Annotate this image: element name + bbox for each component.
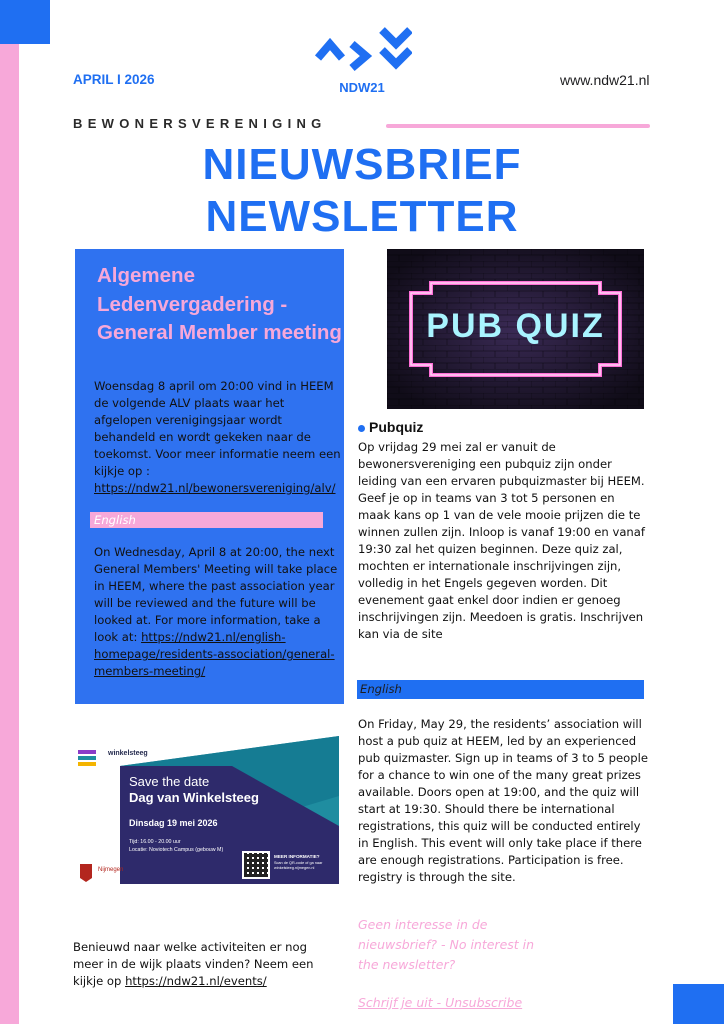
association-label: BEWONERSVERENIGING xyxy=(73,116,327,131)
side-accent-bar xyxy=(0,44,19,1024)
title-nieuwsbrief: NIEUWSBRIEF xyxy=(202,140,522,189)
pubquiz-text-english: On Friday, May 29, the residents’ association will host a pub quiz at HEEM, led by an experienced pub quizmaster. Sign up in teams of 3 to 5 people for a chance to win one of the many great prizes available. Doors open at 19:00, and the quiz will start at 19:30. Should there be international registrations, this quiz will be conducted entirely in English. This event will only take place if there are enough registrations. Participation is free. registry is through the site. xyxy=(358,717,648,884)
banner-date: Dinsdag 19 mei 2026 xyxy=(129,818,218,828)
banner-brand: winkelsteeg xyxy=(108,750,148,757)
activities-text xyxy=(73,939,338,990)
pubquiz-text-dutch: Op vrijdag 29 mei zal er vanuit de bewonersvereniging een pubquiz zijn onder leiding van een ervaren pubquizmaster bij HEEM. Geef je op in teams van 3 tot 5 personen en maak kans op 1 van de vele mooie prijzen die te winnen zullen zijn. Inloop is vanaf 19:00 en vanaf 19:30 zal het quizen beginnen. Deze quiz zal, mochten er internationale inschrijvingen zijn, volledig in het Engels gegeven worden. Dit evenement gaat enkel door indien er genoeg inschrijvingen zijn. Meedoen is gratis. Inschrijven kan via de site xyxy=(358,440,645,641)
pubquiz-english-label: English xyxy=(360,682,402,696)
winkelsteeg-banner[interactable] xyxy=(72,736,339,884)
alv-text-dutch xyxy=(94,378,342,497)
activities-text-body: Benieuwd naar welke activiteiten er nog meer in de wijk plaats vinden? Neem een kijkje op xyxy=(73,940,314,988)
title-newsletter: NEWSLETTER xyxy=(205,192,519,241)
header-divider xyxy=(386,124,650,128)
unsubscribe-link[interactable]: Schrijf je uit - Unsubscribe xyxy=(358,995,523,1010)
logo-name: NDW21 xyxy=(339,80,385,95)
alv-text-english-body: On Wednesday, April 8 at 20:00, the next General Members' Meeting will take place in HEEM, where the past association year will be reviewed and the future will be looked at. For more information, take a look at: xyxy=(94,545,338,644)
banner-event-name: Dag van Winkelsteeg xyxy=(129,790,259,805)
alv-link-dutch[interactable]: https://ndw21.nl/bewonersvereniging/alv/ xyxy=(94,481,336,495)
bullet-icon xyxy=(358,425,365,432)
qr-code-icon xyxy=(242,851,270,879)
alv-heading: Algemene Ledenvergadering - General Member meeting xyxy=(97,264,342,344)
site-url-link[interactable]: www.ndw21.nl xyxy=(560,72,650,88)
banner-save-the-date: Save the date xyxy=(129,774,210,789)
alv-english-label: English xyxy=(94,513,136,527)
unsubscribe-text: Geen interesse in de nieuwsbrief? - No interest in the newsletter? xyxy=(358,917,535,972)
alv-link-english[interactable]: https://ndw21.nl/english-homepage/residents-association/general-members-meeting/ xyxy=(94,630,335,678)
issue-date: APRIL I 2026 xyxy=(73,72,155,87)
banner-city: Nijmegen xyxy=(98,867,124,873)
alv-text-dutch-body: Woensdag 8 april om 20:00 vind in HEEM de volgende ALV plaats waar het afgelopen verenigingsjaar wordt behandeld en wordt gekeken naar de toekomst. Voor meer informatie neem een kijkje op : xyxy=(94,379,341,478)
activities-link[interactable]: https://ndw21.nl/events/ xyxy=(125,974,267,988)
pubquiz-heading: Pubquiz xyxy=(369,419,424,435)
pubquiz-sign-text: PUB QUIZ xyxy=(426,307,605,345)
banner-time: Tijd: 16.00 - 20.00 uur xyxy=(129,839,181,845)
banner-more-info: MEER INFORMATIE? xyxy=(274,854,320,859)
corner-block-top-left xyxy=(0,0,50,44)
alv-text-english xyxy=(94,544,342,680)
corner-block-bottom-right xyxy=(673,984,724,1024)
banner-scan-text: Scan de QR-code of ga naar winkelsteeg.nijmegen.nl xyxy=(274,861,323,870)
banner-location: Locatie: Noviotech Campus (gebouw M) xyxy=(129,847,224,853)
